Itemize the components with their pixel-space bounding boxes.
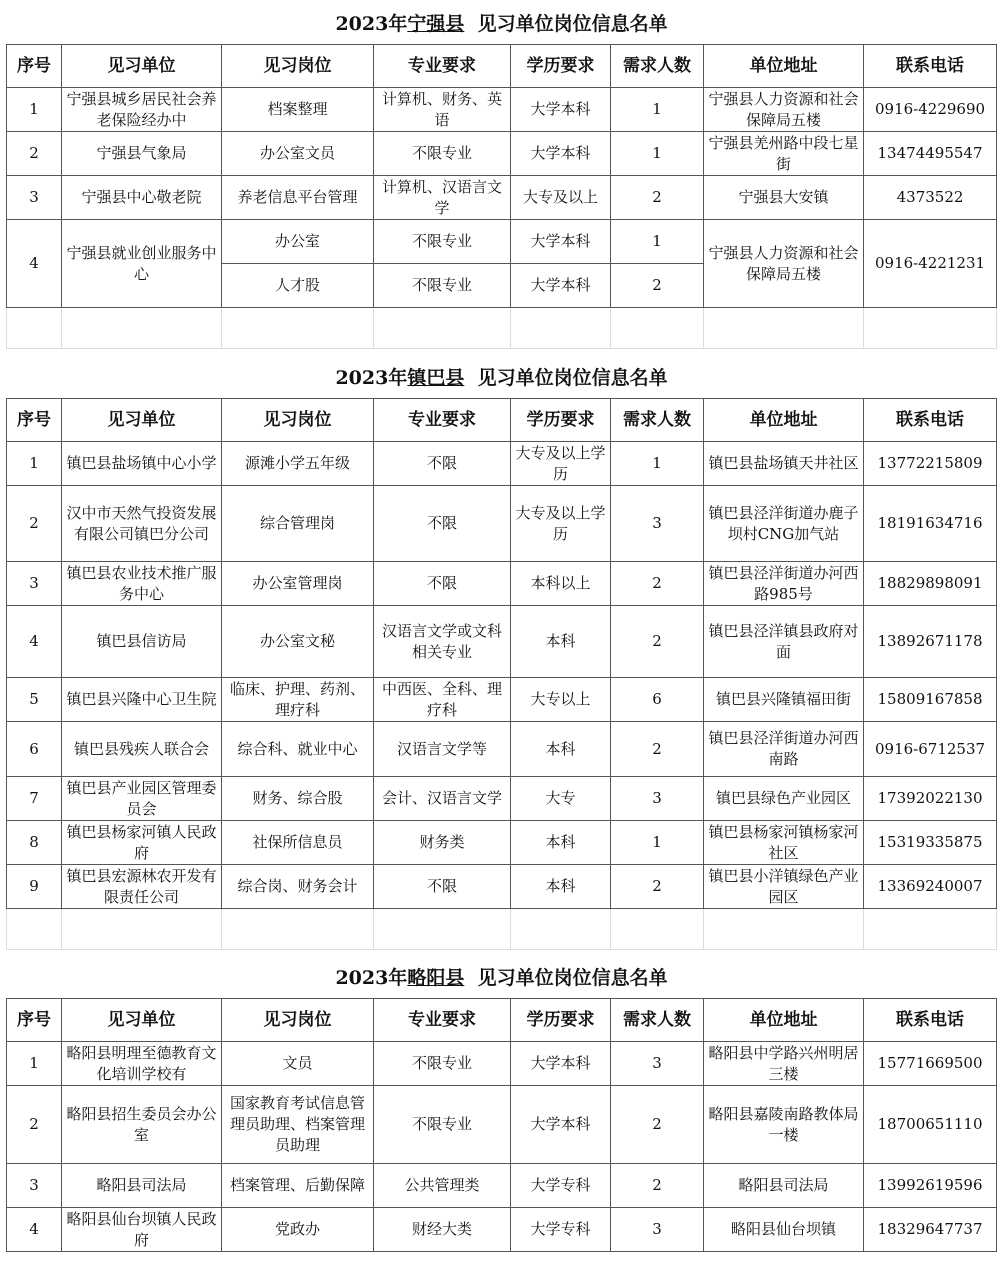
- cell-addr: 略阳县嘉陵南路教体局一楼: [704, 1086, 864, 1164]
- cell-major: 不限专业: [374, 132, 511, 176]
- cell-no: 1: [7, 88, 62, 132]
- section-title: 2023年宁强县 见习单位岗位信息名单: [7, 4, 997, 45]
- cell-no: 5: [7, 678, 62, 722]
- cell-edu: 大学本科: [511, 220, 611, 264]
- cell-major: 不限: [374, 865, 511, 909]
- cell-unit: 宁强县就业创业服务中心: [62, 220, 222, 308]
- cell-addr: 略阳县中学路兴州明居三楼: [704, 1042, 864, 1086]
- cell-post: 人才股: [222, 264, 374, 308]
- cell-count: 1: [611, 88, 704, 132]
- cell-phone: 13772215809: [864, 442, 997, 486]
- col-header-count: 需求人数: [611, 45, 704, 88]
- section-table-lueyang: [6, 958, 997, 1252]
- cell-edu: 大学本科: [511, 1086, 611, 1164]
- header-row: [7, 399, 997, 442]
- cell-unit: 镇巴县杨家河镇人民政府: [62, 821, 222, 865]
- table-row: [7, 1208, 997, 1252]
- table-row: [7, 176, 997, 220]
- cell-edu: 大专及以上: [511, 176, 611, 220]
- cell-edu: 本科: [511, 821, 611, 865]
- cell-addr: 略阳县司法局: [704, 1164, 864, 1208]
- cell-addr: 镇巴县兴隆镇福田街: [704, 678, 864, 722]
- table-row: [7, 220, 997, 264]
- col-header-edu: 学历要求: [511, 399, 611, 442]
- col-header-phone: 联系电话: [864, 999, 997, 1042]
- cell-unit: 略阳县仙台坝镇人民政府: [62, 1208, 222, 1252]
- cell-unit: 略阳县司法局: [62, 1164, 222, 1208]
- cell-unit: 宁强县城乡居民社会养老保险经办中: [62, 88, 222, 132]
- cell-edu: 本科: [511, 606, 611, 678]
- cell-major: 不限: [374, 562, 511, 606]
- cell-phone: 13892671178: [864, 606, 997, 678]
- cell-major: 不限专业: [374, 1042, 511, 1086]
- cell-no: 9: [7, 865, 62, 909]
- col-header-edu: 学历要求: [511, 45, 611, 88]
- cell-no: 1: [7, 442, 62, 486]
- cell-phone: 18329647737: [864, 1208, 997, 1252]
- cell-no: 3: [7, 562, 62, 606]
- cell-major: 不限专业: [374, 264, 511, 308]
- cell-post: 办公室文员: [222, 132, 374, 176]
- cell-post: 源滩小学五年级: [222, 442, 374, 486]
- cell-major: 不限: [374, 486, 511, 562]
- cell-edu: 大专以上: [511, 678, 611, 722]
- cell-phone: 13369240007: [864, 865, 997, 909]
- cell-count: 2: [611, 606, 704, 678]
- table-row: [7, 606, 997, 678]
- cell-edu: 本科以上: [511, 562, 611, 606]
- section-title-row: [7, 4, 997, 45]
- table-row: [7, 865, 997, 909]
- col-header-post: 见习岗位: [222, 45, 374, 88]
- cell-post: 养老信息平台管理: [222, 176, 374, 220]
- cell-no: 3: [7, 176, 62, 220]
- cell-unit: 镇巴县宏源林农开发有限责任公司: [62, 865, 222, 909]
- cell-count: 3: [611, 777, 704, 821]
- cell-no: 7: [7, 777, 62, 821]
- cell-count: 1: [611, 821, 704, 865]
- section-title-row: [7, 358, 997, 399]
- cell-count: 2: [611, 722, 704, 777]
- cell-no: 3: [7, 1164, 62, 1208]
- cell-post: 办公室文秘: [222, 606, 374, 678]
- cell-post: 财务、综合股: [222, 777, 374, 821]
- cell-post: 档案整理: [222, 88, 374, 132]
- cell-phone: 15319335875: [864, 821, 997, 865]
- table-row: [7, 722, 997, 777]
- col-header-post: 见习岗位: [222, 399, 374, 442]
- cell-unit: 镇巴县兴隆中心卫生院: [62, 678, 222, 722]
- cell-unit: 镇巴县农业技术推广服务中心: [62, 562, 222, 606]
- cell-count: 2: [611, 264, 704, 308]
- section-title: 2023年略阳县 见习单位岗位信息名单: [7, 958, 997, 999]
- cell-post: 档案管理、后勤保障: [222, 1164, 374, 1208]
- cell-addr: 镇巴县盐场镇天井社区: [704, 442, 864, 486]
- cell-unit: 镇巴县盐场镇中心小学: [62, 442, 222, 486]
- col-header-addr: 单位地址: [704, 45, 864, 88]
- cell-major: 财务类: [374, 821, 511, 865]
- cell-unit: 镇巴县产业园区管理委员会: [62, 777, 222, 821]
- cell-post: 综合岗、财务会计: [222, 865, 374, 909]
- cell-no: 2: [7, 486, 62, 562]
- spacer-row: [7, 909, 997, 950]
- cell-unit: 略阳县明理至德教育文化培训学校有: [62, 1042, 222, 1086]
- table-row: [7, 486, 997, 562]
- col-header-edu: 学历要求: [511, 999, 611, 1042]
- col-header-addr: 单位地址: [704, 999, 864, 1042]
- cell-phone: 4373522: [864, 176, 997, 220]
- cell-post: 临床、护理、药剂、理疗科: [222, 678, 374, 722]
- cell-major: 不限专业: [374, 1086, 511, 1164]
- col-header-phone: 联系电话: [864, 399, 997, 442]
- cell-phone: 0916-4221231: [864, 220, 997, 308]
- table-row: [7, 562, 997, 606]
- cell-no: 4: [7, 606, 62, 678]
- cell-count: 6: [611, 678, 704, 722]
- cell-no: 2: [7, 132, 62, 176]
- cell-phone: 0916-6712537: [864, 722, 997, 777]
- cell-no: 8: [7, 821, 62, 865]
- cell-phone: 13992619596: [864, 1164, 997, 1208]
- cell-major: 财经大类: [374, 1208, 511, 1252]
- cell-major: 不限: [374, 442, 511, 486]
- county-name: 略阳县: [407, 966, 465, 989]
- cell-phone: 15809167858: [864, 678, 997, 722]
- cell-phone: 18191634716: [864, 486, 997, 562]
- col-header-no: 序号: [7, 999, 62, 1042]
- cell-count: 1: [611, 442, 704, 486]
- table-row: [7, 1042, 997, 1086]
- header-row: [7, 45, 997, 88]
- cell-count: 3: [611, 1042, 704, 1086]
- cell-major: 中西医、全科、理疗科: [374, 678, 511, 722]
- cell-addr: 镇巴县绿色产业园区: [704, 777, 864, 821]
- cell-unit: 宁强县中心敬老院: [62, 176, 222, 220]
- cell-phone: 17392022130: [864, 777, 997, 821]
- cell-edu: 大学专科: [511, 1164, 611, 1208]
- table-row: [7, 821, 997, 865]
- cell-major: 公共管理类: [374, 1164, 511, 1208]
- cell-no: 2: [7, 1086, 62, 1164]
- col-header-major: 专业要求: [374, 399, 511, 442]
- cell-edu: 大学专科: [511, 1208, 611, 1252]
- col-header-major: 专业要求: [374, 45, 511, 88]
- section-title-row: [7, 958, 997, 999]
- col-header-no: 序号: [7, 399, 62, 442]
- cell-phone: 18700651110: [864, 1086, 997, 1164]
- col-header-phone: 联系电话: [864, 45, 997, 88]
- cell-addr: 镇巴县泾洋镇县政府对面: [704, 606, 864, 678]
- cell-major: 汉语言文学或文科相关专业: [374, 606, 511, 678]
- cell-count: 2: [611, 176, 704, 220]
- cell-major: 不限专业: [374, 220, 511, 264]
- county-name: 镇巴县: [407, 366, 465, 389]
- table-row: [7, 88, 997, 132]
- cell-edu: 大学本科: [511, 88, 611, 132]
- cell-post: 文员: [222, 1042, 374, 1086]
- cell-count: 3: [611, 486, 704, 562]
- section-table-zhenba: [6, 358, 997, 950]
- cell-edu: 大专及以上学历: [511, 486, 611, 562]
- table-row: [7, 678, 997, 722]
- col-header-addr: 单位地址: [704, 399, 864, 442]
- cell-unit: 汉中市天然气投资发展有限公司镇巴分公司: [62, 486, 222, 562]
- cell-addr: 镇巴县泾洋街道办河西南路: [704, 722, 864, 777]
- cell-count: 1: [611, 132, 704, 176]
- cell-phone: 13474495547: [864, 132, 997, 176]
- spacer-row: [7, 308, 997, 349]
- cell-edu: 大学本科: [511, 264, 611, 308]
- cell-addr: 镇巴县泾洋街道办河西路985号: [704, 562, 864, 606]
- cell-addr: 镇巴县杨家河镇杨家河社区: [704, 821, 864, 865]
- cell-no: 1: [7, 1042, 62, 1086]
- table-row: [7, 132, 997, 176]
- cell-phone: 0916-4229690: [864, 88, 997, 132]
- cell-major: 计算机、财务、英语: [374, 88, 511, 132]
- cell-no: 4: [7, 1208, 62, 1252]
- cell-count: 3: [611, 1208, 704, 1252]
- cell-edu: 本科: [511, 865, 611, 909]
- col-header-major: 专业要求: [374, 999, 511, 1042]
- cell-post: 办公室: [222, 220, 374, 264]
- table-row: [7, 1086, 997, 1164]
- cell-addr: 宁强县人力资源和社会保障局五楼: [704, 88, 864, 132]
- cell-unit: 略阳县招生委员会办公室: [62, 1086, 222, 1164]
- cell-post: 综合管理岗: [222, 486, 374, 562]
- cell-edu: 大学本科: [511, 1042, 611, 1086]
- cell-count: 2: [611, 562, 704, 606]
- cell-addr: 略阳县仙台坝镇: [704, 1208, 864, 1252]
- cell-count: 2: [611, 865, 704, 909]
- section-title: 2023年镇巴县 见习单位岗位信息名单: [7, 358, 997, 399]
- cell-no: 6: [7, 722, 62, 777]
- cell-edu: 大学本科: [511, 132, 611, 176]
- cell-unit: 宁强县气象局: [62, 132, 222, 176]
- col-header-count: 需求人数: [611, 399, 704, 442]
- table-row: [7, 442, 997, 486]
- cell-post: 国家教育考试信息管理员助理、档案管理员助理: [222, 1086, 374, 1164]
- cell-edu: 本科: [511, 722, 611, 777]
- col-header-unit: 见习单位: [62, 45, 222, 88]
- cell-count: 1: [611, 220, 704, 264]
- cell-addr: 镇巴县小洋镇绿色产业园区: [704, 865, 864, 909]
- cell-addr: 宁强县羌州路中段七星街: [704, 132, 864, 176]
- cell-phone: 18829898091: [864, 562, 997, 606]
- cell-major: 计算机、汉语言文学: [374, 176, 511, 220]
- col-header-no: 序号: [7, 45, 62, 88]
- cell-count: 2: [611, 1086, 704, 1164]
- cell-edu: 大专: [511, 777, 611, 821]
- county-name: 宁强县: [407, 12, 465, 35]
- cell-count: 2: [611, 1164, 704, 1208]
- col-header-count: 需求人数: [611, 999, 704, 1042]
- cell-addr: 宁强县人力资源和社会保障局五楼: [704, 220, 864, 308]
- cell-post: 综合科、就业中心: [222, 722, 374, 777]
- cell-unit: 镇巴县残疾人联合会: [62, 722, 222, 777]
- cell-no: 4: [7, 220, 62, 308]
- cell-post: 办公室管理岗: [222, 562, 374, 606]
- table-row: [7, 1164, 997, 1208]
- cell-post: 党政办: [222, 1208, 374, 1252]
- cell-unit: 镇巴县信访局: [62, 606, 222, 678]
- cell-post: 社保所信息员: [222, 821, 374, 865]
- cell-major: 会计、汉语言文学: [374, 777, 511, 821]
- col-header-unit: 见习单位: [62, 399, 222, 442]
- cell-phone: 15771669500: [864, 1042, 997, 1086]
- table-row: [7, 777, 997, 821]
- col-header-unit: 见习单位: [62, 999, 222, 1042]
- cell-major: 汉语言文学等: [374, 722, 511, 777]
- section-table-ningqiang: [6, 4, 997, 349]
- cell-addr: 镇巴县泾洋街道办鹿子坝村CNG加气站: [704, 486, 864, 562]
- cell-addr: 宁强县大安镇: [704, 176, 864, 220]
- header-row: [7, 999, 997, 1042]
- cell-edu: 大专及以上学历: [511, 442, 611, 486]
- col-header-post: 见习岗位: [222, 999, 374, 1042]
